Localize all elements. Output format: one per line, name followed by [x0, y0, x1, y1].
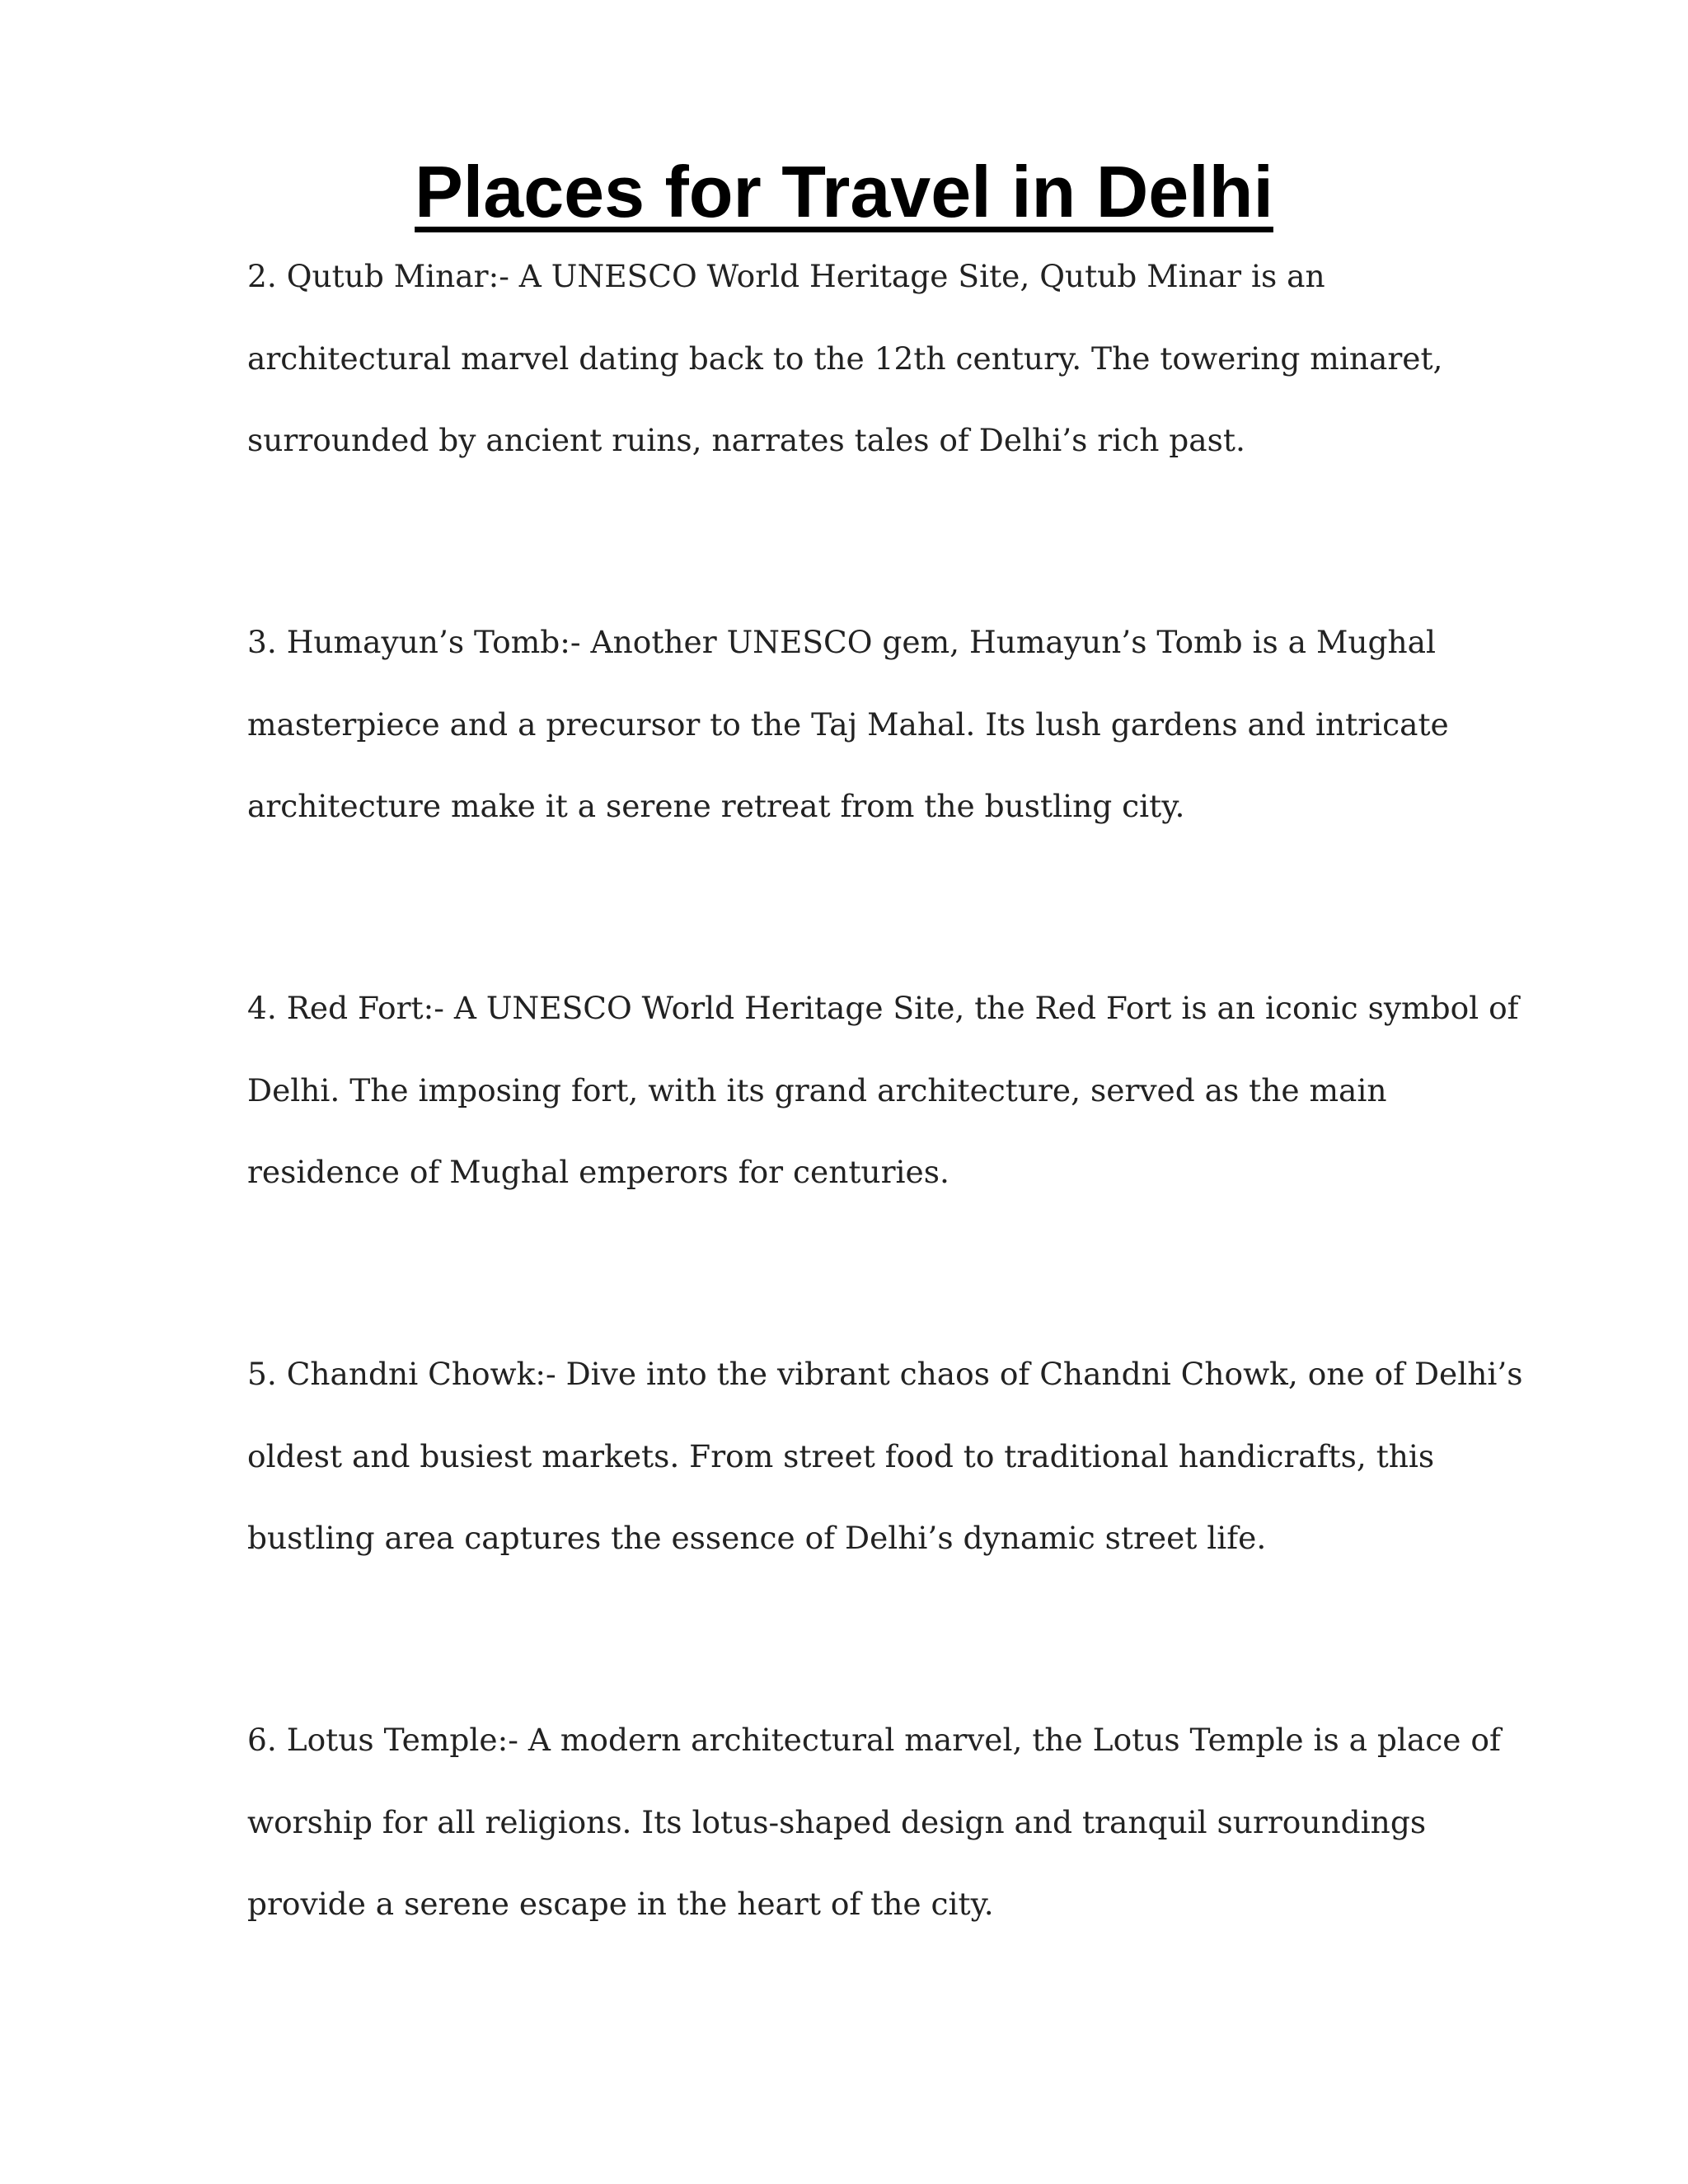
entry-line: architectural marvel dating back to the 12th century. The towering minaret,	[247, 340, 1443, 377]
entry-line: residence of Mughal emperors for centuries.	[247, 1154, 950, 1190]
entry-humayuns-tomb	[247, 602, 1451, 848]
entry-line: worship for all religions. Its lotus-shaped design and tranquil surroundings	[247, 1803, 1427, 1840]
entry-red-fort	[247, 968, 1519, 1214]
entry-line: provide a serene escape in the heart of the city.	[247, 1886, 994, 1922]
page-title: Places for Travel in Delhi	[415, 151, 1273, 232]
entry-line: Delhi. The imposing fort, with its grand architecture, served as the main	[247, 1071, 1387, 1108]
entry-line: masterpiece and a precursor to the Taj Mahal. Its lush gardens and intricate	[247, 705, 1449, 743]
entry-line: oldest and busiest markets. From street food to traditional handicrafts, this	[247, 1437, 1435, 1474]
entry-line: 3. Humayun’s Tomb:- Another UNESCO gem, Humayun’s Tomb is a Mughal	[247, 624, 1437, 660]
entry-line: bustling area captures the essence of Delhi’s dynamic street life.	[247, 1520, 1267, 1556]
entry-line: architecture make it a serene retreat from the bustling city.	[247, 788, 1185, 824]
entry-line: 4. Red Fort:- A UNESCO World Heritage Site, the Red Fort is an iconic symbol of	[247, 990, 1519, 1026]
entry-lotus-temple	[247, 1699, 1501, 1946]
entry-line: 5. Chandni Chowk:- Dive into the vibrant chaos of Chandni Chowk, one of Delhi’s	[247, 1356, 1523, 1392]
entry-line: 6. Lotus Temple:- A modern architectural marvel, the Lotus Temple is a place of	[247, 1722, 1501, 1758]
entry-qutub-minar	[247, 236, 1451, 482]
entry-line: surrounded by ancient ruins, narrates tales of Delhi’s rich past.	[247, 422, 1245, 458]
entry-chandni-chowk	[247, 1333, 1523, 1580]
entry-line: 2. Qutub Minar:- A UNESCO World Heritage Site, Qutub Minar is an	[247, 258, 1325, 294]
